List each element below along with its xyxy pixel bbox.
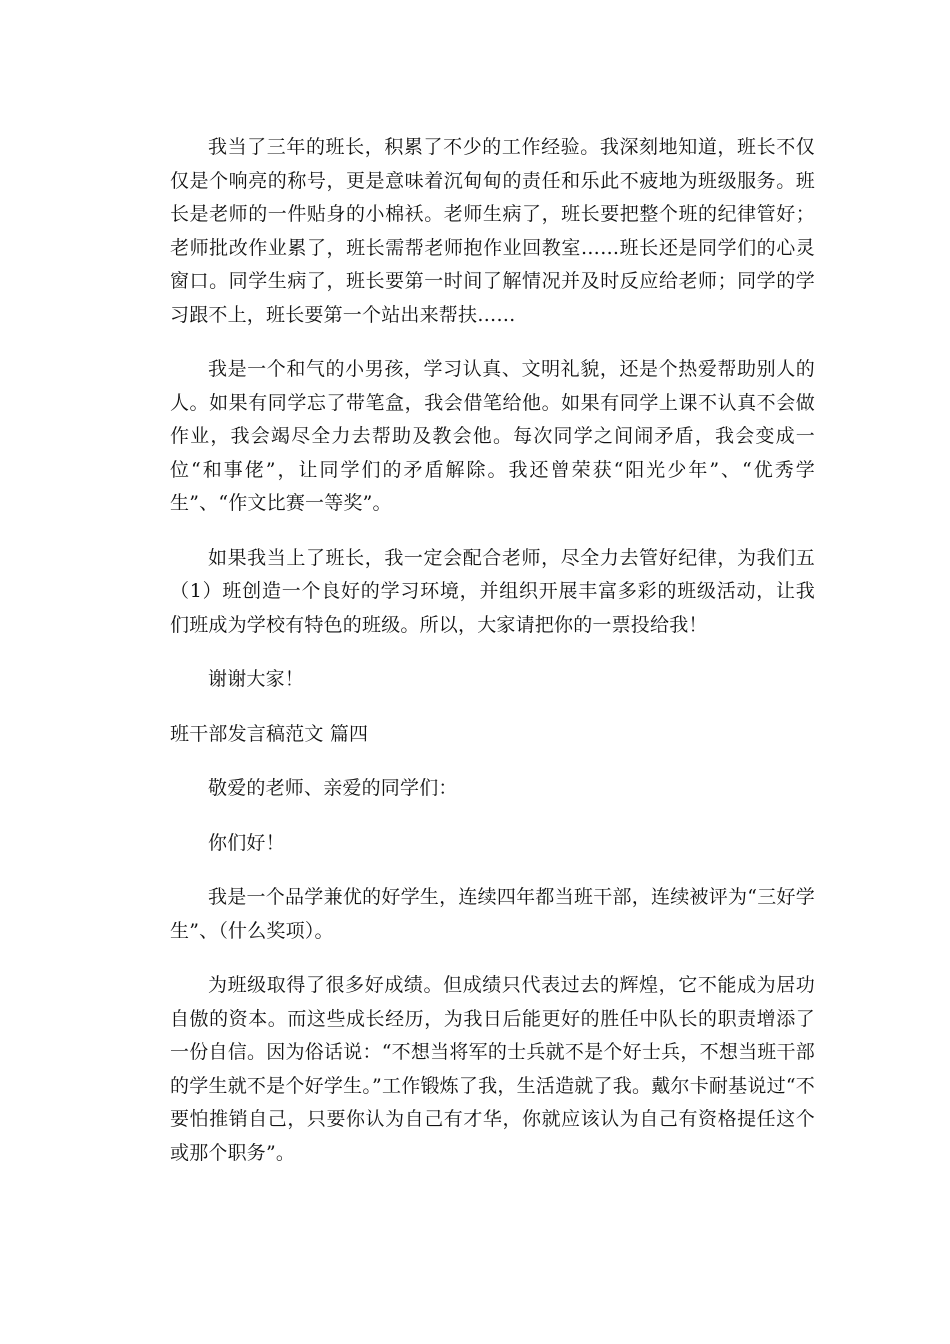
paragraph-monitor-experience: 我当了三年的班长，积累了不少的工作经验。我深刻地知道，班长不仅仅是个响亮的称号，更是意味着沉甸甸的责任和乐此不疲地为班级服务。班长是老师的一件贴身的小棉袄。老师生病了，班长要把整个班的纪律管好；老师批改作业累了，班长需帮老师抱作业回教室……班长还是同学们的心灵窗口。同学生病了，班长要第一时间了解情况并及时反应给老师；同学的学习跟不上，班长要第一个站出来帮扶…… [170,136,815,326]
paragraph-achievements: 我是一个品学兼优的好学生，连续四年都当班干部，连续被评为“三好学生”、（什么奖项）。 [170,886,815,942]
paragraph-self-introduction: 我是一个和气的小男孩，学习认真、文明礼貌，还是个热爱帮助别人的人。如果有同学忘了带笔盒，我会借笔给他。如果有同学上课不认真不会做作业，我会竭尽全力去帮助及教会他。每次同学之间闹矛盾，我会变成一位“和事佬”，让同学们的矛盾解除。我还曾荣获“阳光少年”、“优秀学生”、“作文比赛一等奖”。 [170,358,815,514]
paragraph-growth: 为班级取得了很多好成绩。但成绩只代表过去的辉煌，它不能成为居功自傲的资本。而这些成长经历，为我日后能更好的胜任中队长的职责增添了一份自信。因为俗话说：“不想当将军的士兵就不是个好士兵，不想当班干部的学生就不是个好学生。”工作锻炼了我，生活造就了我。戴尔卡耐基说过“不要怕推销自己，只要你认为自己有才华，你就应该认为自己有资格提任这个或那个职务”。 [170,974,815,1164]
document-body [170,131,815,1170]
paragraph-greeting-salutation: 敬爱的老师、亲爱的同学们： [208,777,458,799]
paragraph-greeting-hello: 你们好！ [208,831,285,854]
paragraph-promise: 如果我当上了班长，我一定会配合老师，尽全力去管好纪律，为我们五（1）班创造一个良好的学习环境，并组织开展丰富多彩的班级活动，让我们班成为学校有特色的班级。所以，大家请把你的一票投给我！ [170,546,815,636]
section-title: 班干部发言稿范文 篇四 [170,722,369,745]
paragraph-thanks: 谢谢大家！ [208,668,305,690]
